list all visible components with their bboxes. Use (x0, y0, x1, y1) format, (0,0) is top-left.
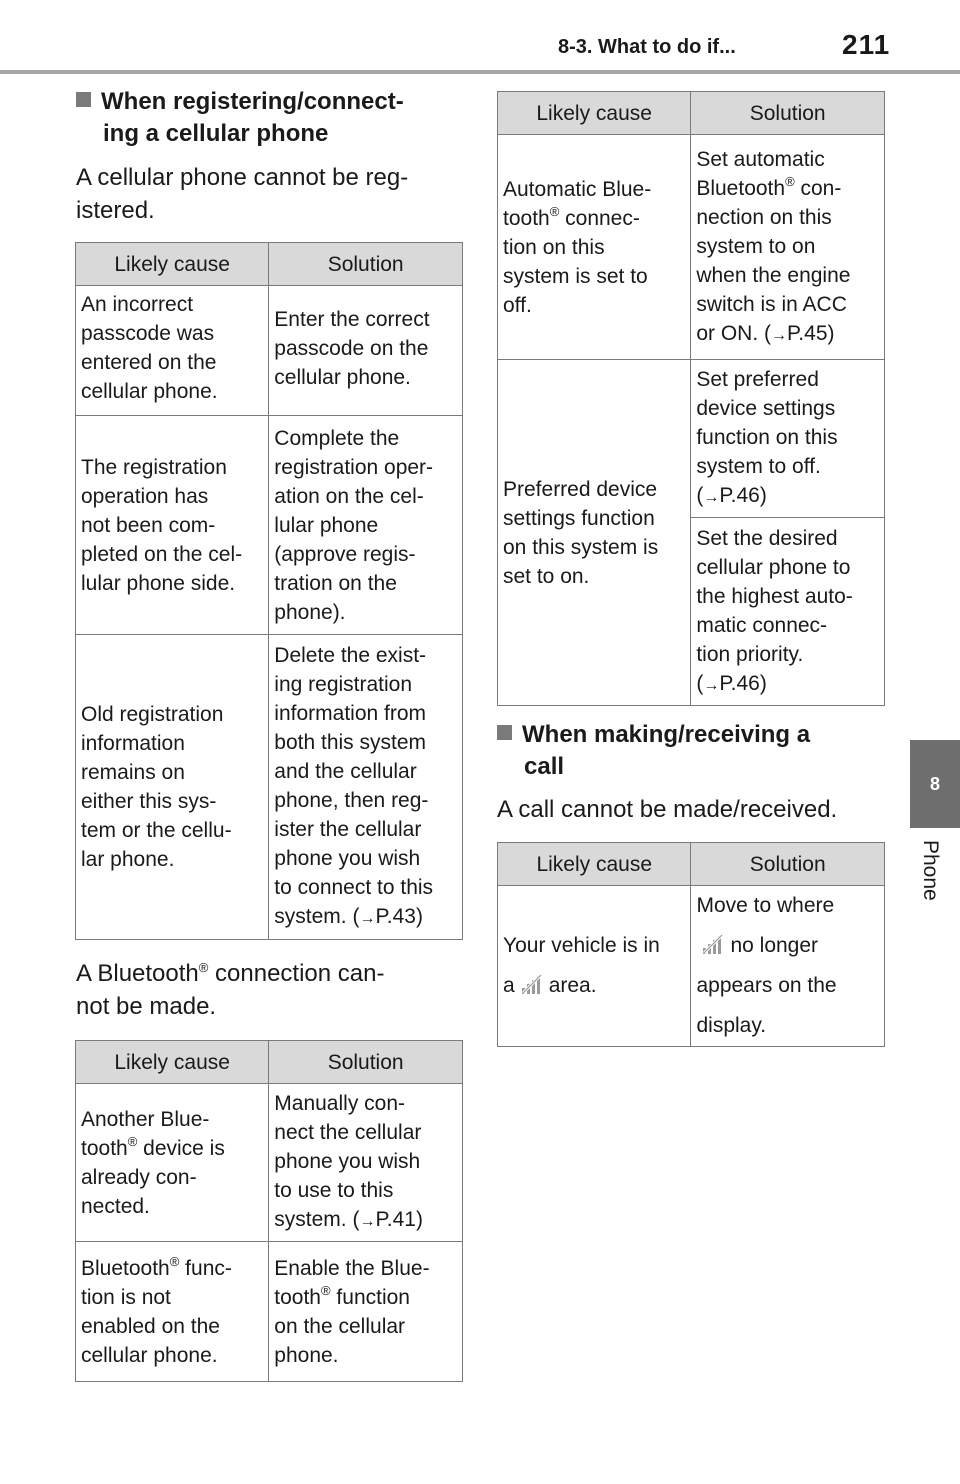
page-reference-link[interactable]: P.46) (719, 484, 767, 507)
chapter-tab (910, 740, 960, 828)
heading-bullet-icon (76, 92, 91, 107)
header-likely-cause: Likely cause (76, 1041, 269, 1084)
registering-intro (76, 161, 408, 227)
table-header-row (498, 92, 885, 135)
call-heading (497, 719, 810, 783)
registration-table (75, 242, 463, 940)
solution-cell: Complete the registration oper- ation on the cel- lular phone (approve regis- tration on the phone). (269, 416, 463, 635)
solution-cell: Delete the exist- ing registration information from both this system and the cellular phone, then reg- ister the cellular phone you wish to connect to this system. (→P.43) (269, 635, 463, 940)
table-row (76, 416, 463, 635)
right-arrow-icon: → (703, 676, 720, 694)
cause-cell: Bluetooth® func- tion is not enabled on the cellular phone. (76, 1242, 269, 1382)
page-reference-link[interactable]: P.43) (375, 905, 423, 928)
no-signal-bars-icon (702, 934, 724, 954)
table-row (76, 1242, 463, 1382)
solution-cell: Enable the Blue- tooth® function on the cellular phone. (269, 1242, 463, 1382)
right-arrow-icon: → (359, 1213, 376, 1230)
right-arrow-icon: → (771, 326, 787, 344)
registering-heading-line1: When registering/connect- (101, 88, 404, 115)
table-row (76, 635, 463, 940)
right-arrow-icon: → (359, 910, 376, 927)
header-solution: Solution (269, 243, 463, 286)
table-row (76, 286, 463, 416)
page-reference-link[interactable]: P.46) (719, 671, 767, 695)
call-table (497, 842, 885, 1047)
page-reference-link[interactable]: P.41) (375, 1208, 423, 1231)
cause-cell: Another Blue- tooth® device is already con- nected. (76, 1084, 269, 1242)
cause-cell: Your vehicle is in a area. (498, 886, 691, 1047)
bluetooth-table-left (75, 1040, 463, 1382)
cause-cell: An incorrect passcode was entered on the cellular phone. (76, 286, 269, 416)
cause-cell: The registration operation has not been com- pleted on the cel- lular phone side. (76, 416, 269, 635)
no-signal-bars-icon (521, 974, 543, 994)
solution-cell: Enter the correct passcode on the cellular phone. (269, 286, 463, 416)
table-row (76, 1084, 463, 1242)
bluetooth-table-right (497, 91, 885, 706)
table-header-row (498, 843, 885, 886)
registering-heading-line2: ing a cellular phone (103, 120, 329, 147)
solution-cell: Set the desired cellular phone to the highest auto- matic connec- tion priority. (→P.46) (691, 518, 885, 706)
solution-cell: Move to where no longer appears on the display. (691, 886, 885, 1047)
solution-cell: Manually con- nect the cellular phone you wish to use to this system. (→P.41) (269, 1084, 463, 1242)
header-solution: Solution (691, 843, 885, 886)
solution-cell: Set preferred device settings function on this system to off. (→P.46) (691, 360, 885, 518)
header-likely-cause: Likely cause (76, 243, 269, 286)
right-arrow-icon: → (703, 489, 720, 506)
table-row (498, 886, 885, 1047)
table-header-row (76, 243, 463, 286)
call-heading-line1: When making/receiving a (522, 721, 811, 748)
call-intro: A call cannot be made/received. (497, 796, 838, 823)
bluetooth-intro: A Bluetooth® connection can- not be made. (76, 960, 385, 1020)
page-reference-link[interactable]: P.45) (787, 321, 835, 345)
page-number: 211 (842, 29, 891, 60)
registering-intro-line2: istered. (76, 197, 155, 224)
table-row (498, 360, 885, 518)
header-likely-cause: Likely cause (498, 92, 691, 135)
solution-cell: Set automatic Bluetooth® con- nection on this system to on when the engine switch is in ACC or ON. (→P.45) (691, 135, 885, 360)
cause-cell: Preferred device settings function on this system is set to on. (498, 360, 691, 706)
table-header-row (76, 1041, 463, 1084)
call-heading-line2: call (524, 753, 565, 780)
chapter-label: Phone (919, 840, 942, 901)
cause-cell: Automatic Blue- tooth® connec- tion on this system is set to off. (498, 135, 691, 360)
cause-cell: Old registration information remains on either this sys- tem or the cellu- lar phone. (76, 635, 269, 940)
section-title: 8-3. What to do if... (558, 36, 736, 58)
table-row (498, 135, 885, 360)
header-solution: Solution (691, 92, 885, 135)
registering-intro-line1: A cellular phone cannot be reg- (76, 164, 409, 191)
header-rule (0, 70, 960, 74)
header-likely-cause: Likely cause (498, 843, 691, 886)
registering-heading (76, 86, 404, 150)
heading-bullet-icon (497, 725, 512, 740)
header-solution: Solution (269, 1041, 463, 1084)
chapter-number: 8 (929, 773, 940, 794)
